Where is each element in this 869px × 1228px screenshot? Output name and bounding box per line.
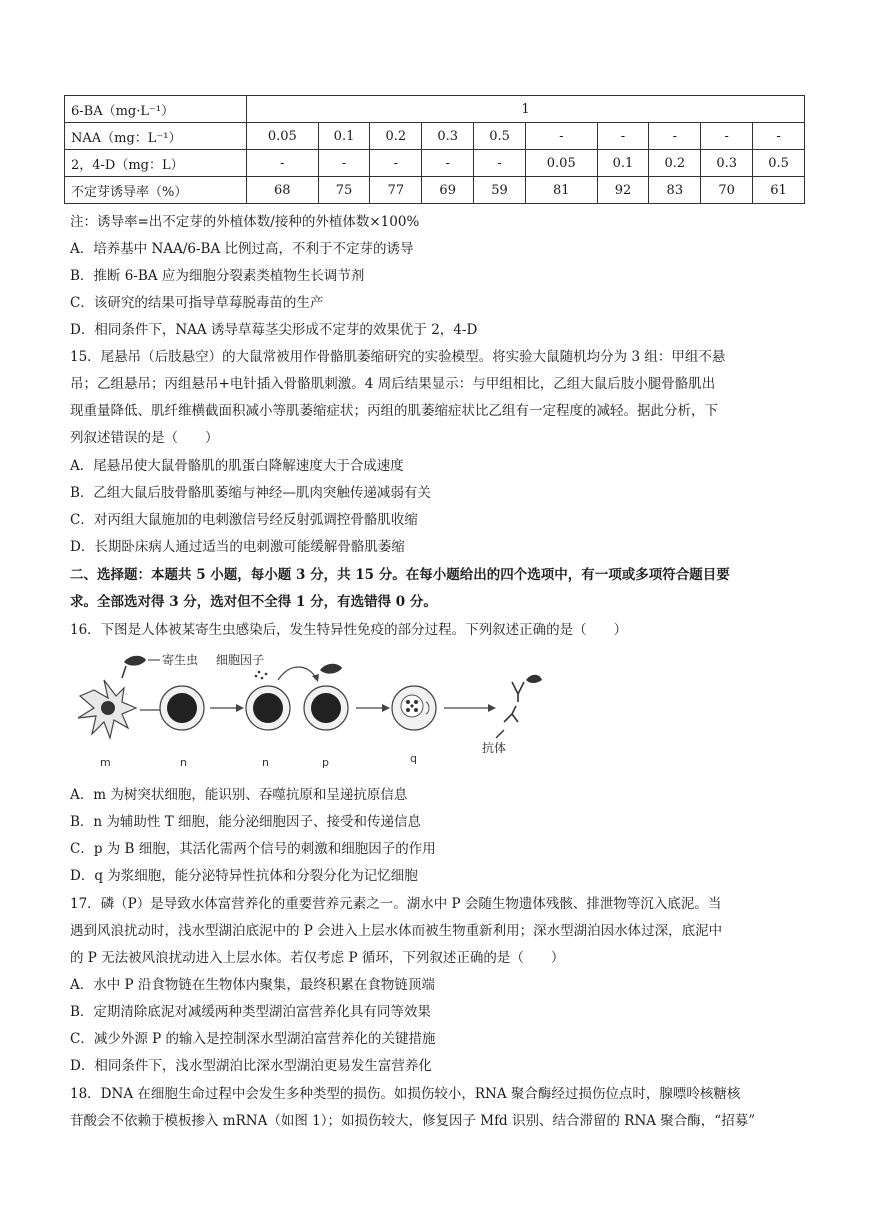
table-row-label: NAA（mg：L⁻¹） (65, 123, 247, 150)
table-cell: 61 (753, 177, 805, 204)
table-cell: 75 (318, 177, 370, 204)
chromatin-dot (406, 708, 410, 712)
table-cell: 0.05 (247, 123, 319, 150)
chromatin-dot (406, 700, 410, 704)
cell-p-nucleus (311, 693, 341, 723)
table-cell: 70 (701, 177, 753, 204)
q17-option-a: A．水中 P 沿食物链在生物体内聚集，最终积累在食物链顶端 (70, 977, 435, 993)
cell-n-second-nucleus (253, 693, 283, 723)
table-cell: 1 (247, 96, 805, 123)
q15-stem-line: 15．尾悬吊（后肢悬空）的大鼠常被用作骨骼肌萎缩研究的实验模型。将实验大鼠随机均分为 3 组：甲组不悬 (70, 349, 726, 365)
label-m: m (100, 756, 111, 769)
q14-option-a: A．培养基中 NAA/6-BA 比例过高，不利于不定芽的诱导 (70, 241, 414, 257)
cytokine-label: 细胞因子 (216, 653, 265, 667)
table-row-label: 不定芽诱导率（%） (65, 177, 247, 204)
table-note: 注：诱导率=出不定芽的外植体数/接种的外植体数×100% (70, 214, 420, 230)
arrow-head (236, 704, 244, 712)
table-cell: - (318, 150, 370, 177)
q16-option-b: B．n 为辅助性 T 细胞，能分泌细胞因子、接受和传递信息 (70, 814, 421, 830)
table-row (65, 123, 805, 150)
label-p: p (322, 756, 329, 769)
cell-m-nucleus (101, 701, 115, 715)
antibody-pointer (496, 730, 504, 738)
curved-arrow (278, 667, 316, 680)
table-cell: 0.05 (525, 150, 597, 177)
table-row (65, 177, 805, 204)
table-cell: 0.2 (649, 150, 701, 177)
table-cell: 0.2 (370, 123, 422, 150)
q14-option-b: B．推断 6-BA 应为细胞分裂素类植物生长调节剂 (70, 268, 365, 284)
table-cell: 0.5 (753, 150, 805, 177)
induction-rate-table (64, 95, 805, 204)
table-cell: 0.5 (474, 123, 526, 150)
section-2-heading: 二、选择题：本题共 5 小题，每小题 3 分，共 15 分。在每小题给出的四个选项中，有一项或多项符合题目要 (70, 567, 730, 583)
parasite-label: 寄生虫 (162, 653, 199, 667)
q17-option-d: D．相同条件下，浅水型湖泊比深水型湖泊更易发生富营养化 (70, 1058, 432, 1074)
table-cell: - (597, 123, 649, 150)
q17-stem-line: 的 P 无法被风浪扰动进入上层水体。若仅考虑 P 循环，下列叙述正确的是（ ） (70, 950, 565, 966)
table-cell: 0.1 (318, 123, 370, 150)
q18-stem-line: 18．DNA 在细胞生命过程中会发生多种类型的损伤。如损伤较小，RNA 聚合酶经过损伤位点时，腺嘌呤核糖核 (70, 1086, 741, 1102)
q15-stem-line: 现重量降低、肌纤维横截面积减小等肌萎缩症状；丙组的肌萎缩症状比乙组有一定程度的减轻。据此分析，下 (70, 403, 718, 419)
antibody-icon (512, 682, 524, 702)
parasite-icon (320, 664, 342, 674)
q16-stem: 16．下图是人体被某寄生虫感染后，发生特异性免疫的部分过程。下列叙述正确的是（ ） (70, 622, 628, 638)
q15-option-d: D．长期卧床病人通过适当的电刺激可能缓解骨骼肌萎缩 (70, 539, 405, 555)
q17-option-b: B．定期清除底泥对减缓两种类型湖泊富营养化具有同等效果 (70, 1004, 431, 1020)
table-cell: - (649, 123, 701, 150)
table-cell: 83 (649, 177, 701, 204)
arrow-head (488, 704, 496, 712)
immune-process-figure (64, 650, 584, 770)
table-row (65, 150, 805, 177)
table-cell: - (701, 123, 753, 150)
label-q: q (410, 752, 417, 765)
q15-stem-line: 列叙述错误的是（ ） (70, 430, 219, 446)
table-cell: - (247, 150, 319, 177)
parasite-icon (124, 656, 146, 666)
table-row-label: 2，4-D（mg：L） (65, 150, 247, 177)
chromatin-dot (414, 700, 418, 704)
table-cell: 68 (247, 177, 319, 204)
curved-arrow-head (312, 674, 319, 682)
table-cell: 0.3 (701, 150, 753, 177)
q14-option-c: C．该研究的结果可指导草莓脱毒苗的生产 (70, 295, 324, 311)
table-row-label: 6-BA（mg·L⁻¹） (65, 96, 247, 123)
q15-option-b: B．乙组大鼠后肢骨骼肌萎缩与神经—肌肉突触传递减弱有关 (70, 485, 431, 501)
table-cell: 92 (597, 177, 649, 204)
table-cell: 0.3 (422, 123, 474, 150)
label-n-second: n (262, 756, 269, 769)
antibody-label: 抗体 (482, 741, 507, 755)
q16-option-c: C．p 为 B 细胞，其活化需两个信号的刺激和细胞因子的作用 (70, 841, 436, 857)
table-cell: 81 (525, 177, 597, 204)
cytokine-dot (255, 675, 258, 678)
q17-stem-line: 17．磷（P）是导致水体富营养化的重要营养元素之一。湖水中 P 会随生物遗体残骸、排泄物等沉入底泥。当 (70, 896, 722, 912)
parasite-stalk (122, 666, 126, 678)
cytokine-dot (261, 677, 264, 680)
q15-option-a: A．尾悬吊使大鼠骨骼肌的肌蛋白降解速度大于合成速度 (70, 458, 404, 474)
q15-stem-line: 吊；乙组悬吊；丙组悬吊+电针插入骨骼肌刺激。4 周后结果显示：与甲组相比，乙组大鼠后肢小腿骨骼肌出 (70, 376, 716, 392)
cell-n-nucleus (167, 693, 197, 723)
cytokine-dot (258, 671, 261, 674)
table-cell: 59 (474, 177, 526, 204)
table-cell: 69 (422, 177, 474, 204)
antibody-icon (504, 706, 518, 722)
q14-option-d: D．相同条件下，NAA 诱导草莓茎尖形成不定芽的效果优于 2，4-D (70, 322, 478, 338)
table-cell: - (474, 150, 526, 177)
label-n: n (180, 756, 187, 769)
section-2-heading: 求。全部选对得 3 分，选对但不全得 1 分，有选错得 0 分。 (70, 594, 437, 610)
table-cell: - (370, 150, 422, 177)
table-row (65, 96, 805, 123)
q15-option-c: C．对丙组大鼠施加的电刺激信号经反射弧调控骨骼肌收缩 (70, 512, 418, 528)
table-cell: - (422, 150, 474, 177)
chromatin-dot (414, 708, 418, 712)
q17-option-c: C．减少外源 P 的输入是控制深水型湖泊富营养化的关键措施 (70, 1031, 436, 1047)
arrow-head (382, 704, 390, 712)
q16-option-d: D．q 为浆细胞，能分泌特异性抗体和分裂分化为记忆细胞 (70, 868, 418, 884)
q16-option-a: A．m 为树突状细胞，能识别、吞噬抗原和呈递抗原信息 (70, 787, 408, 803)
q17-stem-line: 遇到风浪扰动时，浅水型湖泊底泥中的 P 会进入上层水体而被生物重新利用；深水型湖泊因水体过深，底泥中 (70, 923, 723, 939)
chromatin-dot (410, 704, 413, 707)
table-cell: - (525, 123, 597, 150)
parasite-icon (526, 675, 542, 683)
cytokine-dot (265, 673, 268, 676)
q18-stem-line: 苷酸会不依赖于模板掺入 mRNA（如图 1）；如损伤较大，修复因子 Mfd 识别、结合滞留的 RNA 聚合酶，“招募” (70, 1113, 756, 1129)
table-cell: - (753, 123, 805, 150)
table-cell: 77 (370, 177, 422, 204)
table-cell: 0.1 (597, 150, 649, 177)
